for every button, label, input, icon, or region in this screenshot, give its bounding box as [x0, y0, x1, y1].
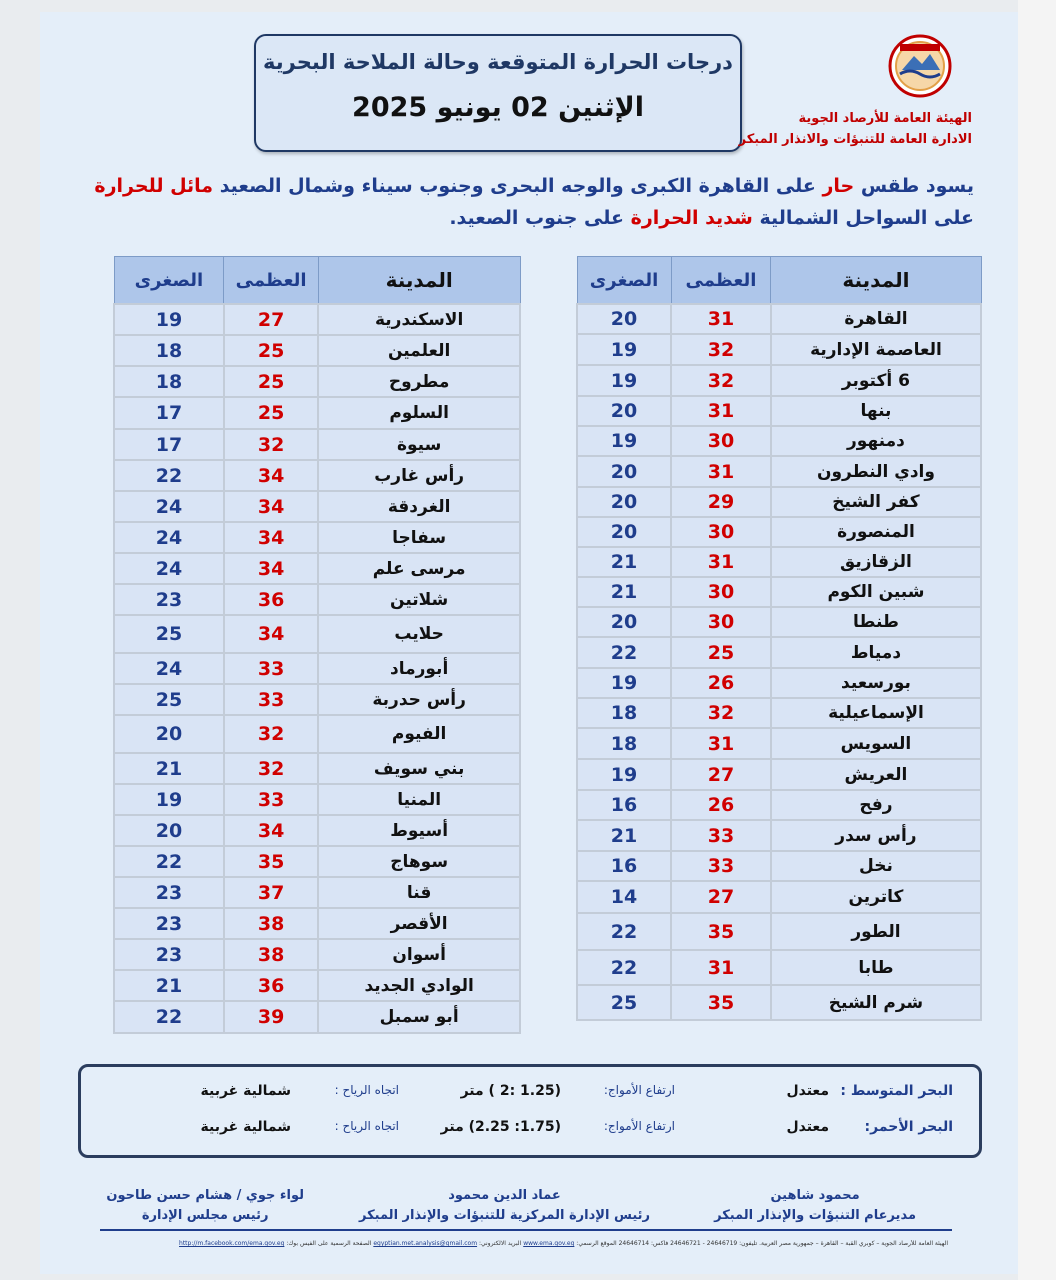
min-temp-cell: 23 [114, 939, 224, 970]
max-temp-cell: 31 [671, 950, 771, 985]
footer-contact [104, 1240, 948, 1247]
max-temp-cell: 34 [224, 522, 318, 553]
wind-value: شمالية غربية [200, 1083, 291, 1099]
sea-state: معتدل [786, 1119, 829, 1135]
right-margin-strip [1018, 0, 1056, 1280]
min-temp-cell: 18 [577, 728, 671, 759]
city-cell: سوهاج [318, 846, 520, 877]
max-temp-cell: 33 [224, 784, 318, 815]
max-temp-cell: 30 [671, 577, 771, 607]
waves-label: ارتفاع الأمواج: [603, 1119, 675, 1133]
max-temp-cell: 29 [671, 487, 771, 517]
table-row [577, 607, 981, 637]
max-temp-cell: 38 [224, 908, 318, 939]
min-temp-cell: 21 [114, 753, 224, 784]
city-cell: شبين الكوم [771, 577, 981, 607]
city-cell: رفح [771, 790, 981, 820]
city-cell: العاصمة الإدارية [771, 334, 981, 365]
city-cell: المنصورة [771, 517, 981, 547]
min-temp-cell: 21 [577, 820, 671, 851]
title-box [254, 34, 742, 152]
city-cell: رأس غارب [318, 460, 520, 491]
city-cell: وادي النطرون [771, 456, 981, 487]
wind-value: شمالية غربية [200, 1119, 291, 1135]
signature-role: رئيس الإدارة المركزية للتنبؤات والإنذار المبكر [359, 1208, 650, 1223]
min-temp-cell: 17 [114, 429, 224, 460]
city-cell: أبورماد [318, 653, 520, 684]
table-row [114, 304, 520, 335]
city-cell: رأس سدر [771, 820, 981, 851]
table-row [114, 522, 520, 553]
table-row [114, 653, 520, 684]
max-temp-cell: 31 [671, 547, 771, 577]
table-row [577, 728, 981, 759]
table-row [114, 846, 520, 877]
max-temp-cell: 34 [224, 615, 318, 653]
max-temp-cell: 35 [671, 985, 771, 1020]
table-row [577, 577, 981, 607]
footer-divider [100, 1229, 952, 1231]
city-cell: طنطا [771, 607, 981, 637]
header-max: العظمى [224, 257, 318, 305]
max-temp-cell: 32 [671, 334, 771, 365]
table-row [577, 881, 981, 913]
signature-forecast-director [714, 1186, 916, 1226]
city-cell: الطور [771, 913, 981, 950]
table-row [577, 334, 981, 365]
signature-name: محمود شاهين [770, 1188, 860, 1203]
city-cell: سيوة [318, 429, 520, 460]
table-row [114, 970, 520, 1001]
footer-address: الهيئة العامة للأرصاد الجوية – كوبري القبة – القاهرة – جمهورية مصر العربية. تليفون: 24646719 - 24646721 فاكس: 24646714 الموقع الرسمي: [576, 1240, 948, 1247]
footer-facebook-label: الصفحة الرسمية على الفيس بوك: [286, 1240, 372, 1247]
city-cell: العريش [771, 759, 981, 790]
waves-value: (1.75: 2.25) متر [440, 1119, 561, 1135]
bulletin-date: الإثنين 02 يونيو 2025 [352, 92, 644, 123]
table-header-row [114, 257, 520, 305]
org-line-1: الهيئة العامة للأرصاد الجوية [798, 111, 972, 126]
min-temp-cell: 22 [114, 1001, 224, 1033]
max-temp-cell: 25 [224, 366, 318, 397]
min-temp-cell: 25 [114, 615, 224, 653]
max-temp-cell: 32 [224, 429, 318, 460]
ema-logo-icon [888, 34, 952, 98]
min-temp-cell: 24 [114, 653, 224, 684]
max-temp-cell: 30 [671, 426, 771, 456]
max-temp-cell: 34 [224, 460, 318, 491]
table-row [577, 698, 981, 728]
table-row [577, 637, 981, 668]
city-cell: الأقصر [318, 908, 520, 939]
max-temp-cell: 31 [671, 728, 771, 759]
min-temp-cell: 23 [114, 908, 224, 939]
table-row [577, 517, 981, 547]
table-row [114, 553, 520, 584]
min-temp-cell: 19 [577, 668, 671, 698]
max-temp-cell: 34 [224, 815, 318, 846]
table-row [114, 877, 520, 908]
min-temp-cell: 17 [114, 397, 224, 429]
waves-label: ارتفاع الأمواج: [603, 1083, 675, 1097]
min-temp-cell: 18 [577, 698, 671, 728]
sea-row-mediterranean [81, 1083, 979, 1107]
city-cell: مطروح [318, 366, 520, 397]
wind-label: اتجاه الرياح : [334, 1119, 399, 1133]
city-cell: الوادي الجديد [318, 970, 520, 1001]
city-cell: قنا [318, 877, 520, 908]
footer-email-label: البريد الالكتروني: [478, 1240, 522, 1247]
city-cell: كاترين [771, 881, 981, 913]
table-row [114, 366, 520, 397]
city-cell: بني سويف [318, 753, 520, 784]
min-temp-cell: 22 [577, 913, 671, 950]
city-cell: الغردقة [318, 491, 520, 522]
table-row [577, 304, 981, 334]
table-row [114, 715, 520, 753]
min-temp-cell: 19 [114, 304, 224, 335]
weather-summary [76, 170, 974, 234]
min-temp-cell: 20 [114, 815, 224, 846]
min-temp-cell: 24 [114, 522, 224, 553]
table-row [577, 547, 981, 577]
sea-name: البحر الأحمر: [864, 1119, 953, 1135]
table-row [114, 784, 520, 815]
city-cell: بورسعيد [771, 668, 981, 698]
max-temp-cell: 34 [224, 491, 318, 522]
min-temp-cell: 20 [114, 715, 224, 753]
table-row [114, 584, 520, 615]
max-temp-cell: 33 [224, 684, 318, 715]
max-temp-cell: 32 [224, 753, 318, 784]
city-cell: مرسى علم [318, 553, 520, 584]
table-row [577, 985, 981, 1020]
table-row [577, 759, 981, 790]
max-temp-cell: 32 [224, 715, 318, 753]
org-line-2: الادارة العامة للتنبؤات والانذار المبكر [738, 132, 972, 147]
max-temp-cell: 33 [671, 851, 771, 881]
min-temp-cell: 18 [114, 335, 224, 366]
sea-name: البحر المتوسط : [840, 1083, 953, 1099]
min-temp-cell: 19 [577, 426, 671, 456]
min-temp-cell: 20 [577, 304, 671, 334]
city-cell: العلمين [318, 335, 520, 366]
max-temp-cell: 31 [671, 304, 771, 334]
max-temp-cell: 31 [671, 456, 771, 487]
min-temp-cell: 19 [577, 759, 671, 790]
table-row [114, 908, 520, 939]
city-cell: الفيوم [318, 715, 520, 753]
min-temp-cell: 16 [577, 851, 671, 881]
summary-text-3: على السواحل الشمالية [752, 207, 974, 229]
header-city: المدينة [771, 257, 981, 305]
city-cell: الاسكندرية [318, 304, 520, 335]
min-temp-cell: 14 [577, 881, 671, 913]
marine-navigation-box [78, 1064, 982, 1158]
header-max: العظمى [671, 257, 771, 305]
summary-text-2: على القاهرة الكبرى والوجه البحرى وجنوب سيناء وشمال الصعيد [213, 175, 823, 197]
signature-role: مديرعام التنبؤات والإنذار المبكر [714, 1208, 916, 1223]
city-cell: بنها [771, 396, 981, 426]
max-temp-cell: 38 [224, 939, 318, 970]
max-temp-cell: 32 [671, 698, 771, 728]
city-cell: أبو سمبل [318, 1001, 520, 1033]
signature-chairman [106, 1186, 304, 1226]
city-cell: حلايب [318, 615, 520, 653]
max-temp-cell: 33 [224, 653, 318, 684]
header-min: الصغرى [114, 257, 224, 305]
summary-very-hot: شديد الحرارة [630, 207, 753, 229]
table-row [577, 668, 981, 698]
min-temp-cell: 23 [114, 584, 224, 615]
city-cell: كفر الشيخ [771, 487, 981, 517]
max-temp-cell: 27 [671, 881, 771, 913]
city-cell: رأس حدربة [318, 684, 520, 715]
table-row [577, 851, 981, 881]
min-temp-cell: 22 [114, 846, 224, 877]
table-row [114, 397, 520, 429]
table-row [114, 939, 520, 970]
min-temp-cell: 24 [114, 553, 224, 584]
min-temp-cell: 19 [577, 334, 671, 365]
table-row [577, 396, 981, 426]
sea-state: معتدل [786, 1083, 829, 1099]
min-temp-cell: 22 [577, 950, 671, 985]
table-row [577, 950, 981, 985]
min-temp-cell: 19 [114, 784, 224, 815]
table-row [577, 456, 981, 487]
footer-facebook-link[interactable]: http://m.facebook.com/ema.gov.eg [179, 1240, 285, 1247]
waves-value: (1.25 :2 ) متر [460, 1083, 561, 1099]
summary-mild-hot: مائل للحرارة [94, 175, 214, 197]
max-temp-cell: 30 [671, 517, 771, 547]
min-temp-cell: 25 [114, 684, 224, 715]
signature-central-head [359, 1186, 650, 1226]
signature-name: لواء جوي / هشام حسن طاحون [106, 1188, 304, 1203]
city-cell: القاهرة [771, 304, 981, 334]
table-row [577, 426, 981, 456]
city-cell: الزقازيق [771, 547, 981, 577]
table-row [114, 684, 520, 715]
min-temp-cell: 23 [114, 877, 224, 908]
max-temp-cell: 30 [671, 607, 771, 637]
city-cell: دمنهور [771, 426, 981, 456]
max-temp-cell: 27 [671, 759, 771, 790]
table-row [114, 615, 520, 653]
summary-text-4: على جنوب الصعيد. [449, 207, 631, 229]
city-cell: شلاتين [318, 584, 520, 615]
max-temp-cell: 33 [671, 820, 771, 851]
max-temp-cell: 25 [224, 397, 318, 429]
city-cell: 6 أكتوبر [771, 365, 981, 396]
min-temp-cell: 19 [577, 365, 671, 396]
min-temp-cell: 21 [577, 547, 671, 577]
table-row [577, 487, 981, 517]
max-temp-cell: 35 [224, 846, 318, 877]
summary-hot: حار [822, 175, 855, 197]
min-temp-cell: 21 [577, 577, 671, 607]
city-cell: المنيا [318, 784, 520, 815]
table-row [114, 1001, 520, 1033]
min-temp-cell: 22 [577, 637, 671, 668]
organization-name [739, 108, 972, 150]
table-row [114, 335, 520, 366]
city-cell: نخل [771, 851, 981, 881]
table-header-row [577, 257, 981, 305]
min-temp-cell: 25 [577, 985, 671, 1020]
max-temp-cell: 25 [224, 335, 318, 366]
city-cell: طابا [771, 950, 981, 985]
min-temp-cell: 20 [577, 607, 671, 637]
bulletin-title: درجات الحرارة المتوقعة وحالة الملاحة البحرية [263, 50, 733, 74]
wind-label: اتجاه الرياح : [334, 1083, 399, 1097]
table-row [577, 913, 981, 950]
city-cell: سفاجا [318, 522, 520, 553]
table-row [114, 491, 520, 522]
min-temp-cell: 16 [577, 790, 671, 820]
max-temp-cell: 37 [224, 877, 318, 908]
max-temp-cell: 32 [671, 365, 771, 396]
max-temp-cell: 36 [224, 970, 318, 1001]
min-temp-cell: 21 [114, 970, 224, 1001]
min-temp-cell: 20 [577, 456, 671, 487]
max-temp-cell: 34 [224, 553, 318, 584]
header-min: الصغرى [577, 257, 671, 305]
footer-website-link[interactable]: www.ema.gov.eg [523, 1240, 575, 1247]
min-temp-cell: 24 [114, 491, 224, 522]
table-row [577, 365, 981, 396]
city-cell: شرم الشيخ [771, 985, 981, 1020]
table-row [114, 815, 520, 846]
max-temp-cell: 26 [671, 668, 771, 698]
city-cell: السويس [771, 728, 981, 759]
footer-email-link[interactable]: egyptian.met.analysis@gmail.com [373, 1240, 478, 1247]
max-temp-cell: 36 [224, 584, 318, 615]
min-temp-cell: 20 [577, 517, 671, 547]
city-cell: السلوم [318, 397, 520, 429]
signature-role: رئيس مجلس الإدارة [141, 1208, 269, 1223]
min-temp-cell: 22 [114, 460, 224, 491]
city-cell: دمياط [771, 637, 981, 668]
min-temp-cell: 20 [577, 487, 671, 517]
table-row [577, 790, 981, 820]
header-city: المدينة [318, 257, 520, 305]
min-temp-cell: 20 [577, 396, 671, 426]
city-cell: أسوان [318, 939, 520, 970]
table-row [114, 429, 520, 460]
city-cell: أسيوط [318, 815, 520, 846]
table-row [114, 753, 520, 784]
max-temp-cell: 39 [224, 1001, 318, 1033]
max-temp-cell: 35 [671, 913, 771, 950]
max-temp-cell: 25 [671, 637, 771, 668]
temperature-table-left [576, 256, 982, 1021]
table-row [577, 820, 981, 851]
max-temp-cell: 27 [224, 304, 318, 335]
table-row [114, 460, 520, 491]
signature-name: عماد الدين محمود [448, 1188, 561, 1203]
max-temp-cell: 26 [671, 790, 771, 820]
summary-text-1: يسود طقس [854, 175, 974, 197]
max-temp-cell: 31 [671, 396, 771, 426]
temperature-table-right [113, 256, 521, 1034]
city-cell: الإسماعيلية [771, 698, 981, 728]
min-temp-cell: 18 [114, 366, 224, 397]
sea-row-red-sea [81, 1119, 979, 1143]
